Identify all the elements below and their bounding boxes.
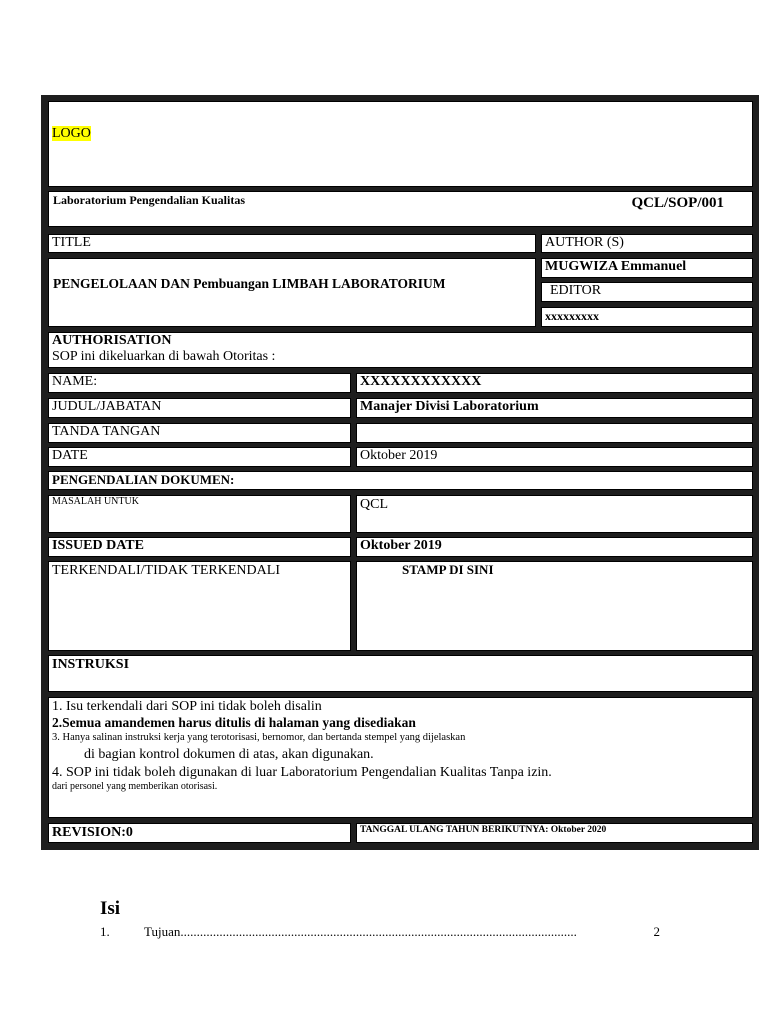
toc-entry[interactable]: [100, 924, 660, 940]
author-label: AUTHOR (S): [541, 234, 753, 253]
instructions-heading: INSTRUKSI: [48, 655, 753, 692]
sop-cover-table: [41, 95, 759, 850]
lab-header-cell: [48, 191, 753, 227]
instruction-4-cont: dari personel yang memberikan otorisasi.: [52, 780, 218, 792]
authorisation-subtext: SOP ini dikeluarkan di bawah Otoritas :: [52, 349, 276, 365]
job-title-value: Manajer Divisi Laboratorium: [356, 398, 753, 418]
toc-entry-page: 2: [653, 924, 660, 939]
date-label: DATE: [48, 447, 351, 467]
instruction-1: 1. Isu terkendali dari SOP ini tidak boleh disalin: [52, 699, 322, 714]
issued-date-value: Oktober 2019: [356, 537, 753, 557]
instruction-4: 4. SOP ini tidak boleh digunakan di luar Laboratorium Pengendalian Kualitas Tanpa izin.: [52, 764, 552, 780]
next-review-date: TANGGAL ULANG TAHUN BERIKUTNYA: Oktober 2020: [356, 823, 753, 843]
date-value: Oktober 2019: [356, 447, 753, 467]
instruction-3: 3. Hanya salinan instruksi kerja yang terotorisasi, bernomor, dan bertanda stempel yang dijelaskan: [52, 731, 466, 743]
name-label: NAME:: [48, 373, 351, 393]
author-value: MUGWIZA Emmanuel: [541, 258, 753, 278]
document-control-heading: PENGENDALIAN DOKUMEN:: [48, 471, 753, 490]
instructions-body: [48, 697, 753, 818]
toc-entry-leader: ..........................................................................................................................: [180, 924, 577, 939]
instruction-2: 2.Semua amandemen harus ditulis di halaman yang disediakan: [52, 715, 416, 731]
logo: LOGO: [52, 126, 91, 141]
doc-code: QCL/SOP/001: [631, 195, 724, 211]
instruction-3-cont: di bagian kontrol dokumen di atas, akan digunakan.: [84, 746, 374, 762]
issued-date-label: ISSUED DATE: [48, 537, 351, 557]
signature-value: [356, 423, 753, 443]
title-value: PENGELOLAAN DAN Pembuangan LIMBAH LABORATORIUM: [53, 276, 446, 291]
authorisation-heading: AUTHORISATION: [52, 333, 172, 348]
revision-label: REVISION:0: [48, 823, 351, 843]
signature-label: TANDA TANGAN: [48, 423, 351, 443]
issue-to-label: MASALAH UNTUK: [48, 495, 351, 533]
toc-entry-number: 1.: [100, 924, 110, 939]
table-of-contents: [100, 898, 660, 940]
editor-label: EDITOR: [541, 282, 753, 302]
controlled-label: TERKENDALI/TIDAK TERKENDALI: [48, 561, 351, 651]
editor-value: xxxxxxxxx: [541, 307, 753, 327]
stamp-box: [356, 561, 753, 651]
job-title-label: JUDUL/JABATAN: [48, 398, 351, 418]
issue-to-value: QCL: [356, 495, 753, 533]
authorisation-cell: [48, 332, 753, 368]
title-value-cell: [48, 258, 536, 327]
name-value: XXXXXXXXXXXX: [356, 373, 753, 393]
contents-title: Isi: [100, 898, 121, 919]
logo-cell: [48, 101, 753, 187]
stamp-text: STAMP DI SINI: [402, 562, 494, 577]
lab-name: Laboratorium Pengendalian Kualitas: [53, 193, 246, 207]
toc-entry-label: Tujuan: [144, 924, 181, 939]
title-label: TITLE: [48, 234, 536, 253]
